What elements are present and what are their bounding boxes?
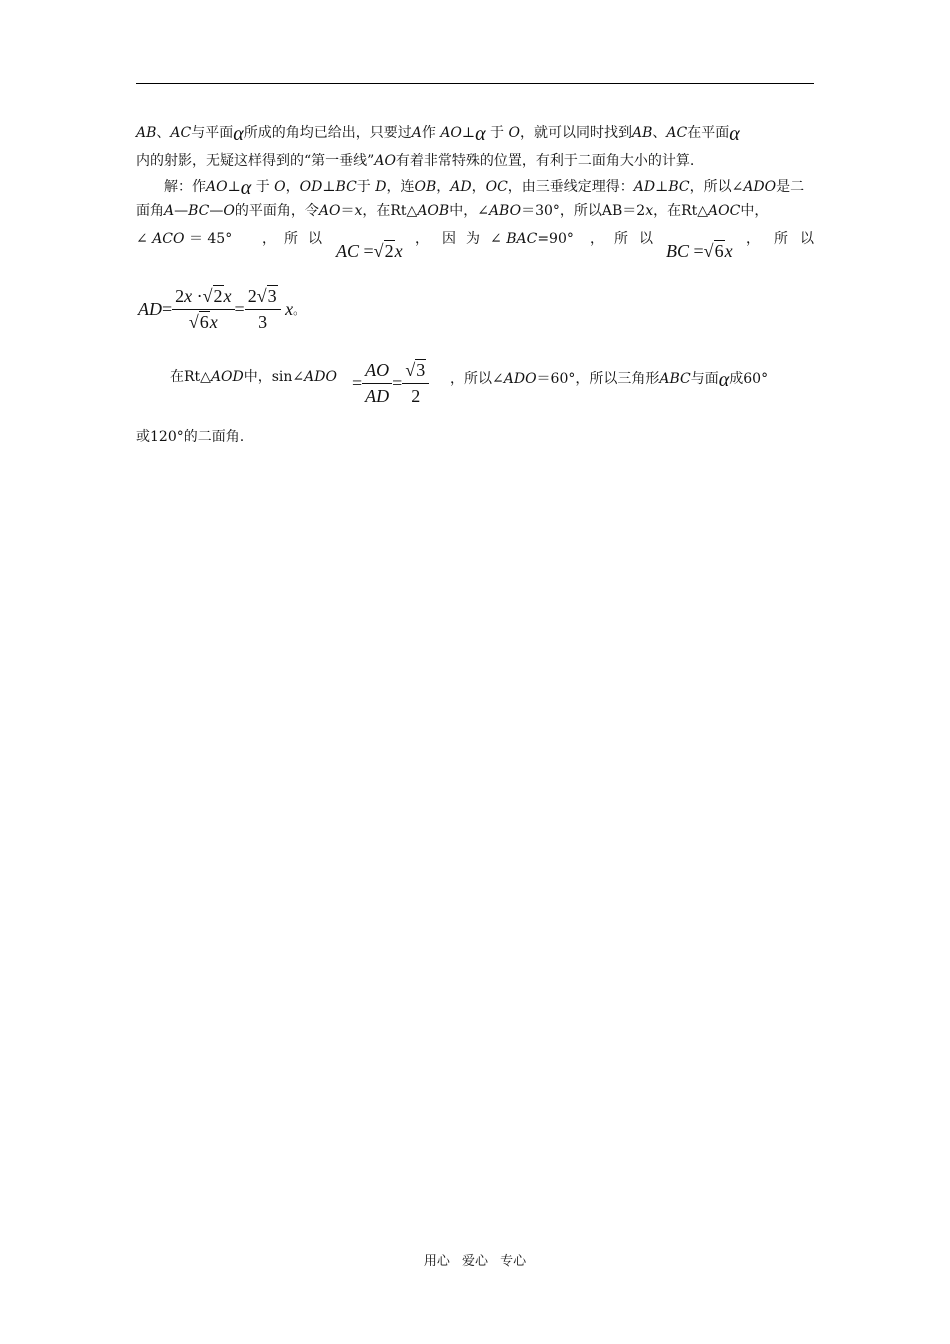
text: 3 (258, 312, 268, 332)
text: ，连 (386, 179, 415, 195)
fraction-1 (172, 286, 234, 333)
text: = (363, 241, 374, 261)
alpha-symbol: α (729, 123, 740, 145)
text: BC (666, 241, 690, 261)
text: 解：作 (164, 179, 206, 195)
header-rule (136, 83, 814, 84)
text: = (234, 299, 245, 319)
text: OC (485, 179, 508, 195)
text: ADO (503, 371, 537, 387)
footer-text: 爱心 (461, 1254, 488, 1269)
text: AOB (417, 203, 450, 219)
text: A (164, 203, 175, 219)
paragraph-line-4 (136, 200, 768, 222)
text: ， (436, 179, 451, 195)
text: OD (299, 179, 323, 195)
text: 因 (442, 231, 456, 247)
text: 3 (267, 286, 277, 306)
text: 与面 (690, 371, 719, 387)
text: 、 (156, 125, 171, 141)
text: AOC (708, 203, 741, 219)
text: ，就可以同时找到 (519, 125, 632, 141)
text: 所 (614, 231, 628, 247)
text: 中， (740, 203, 769, 219)
text: 以 (800, 231, 814, 247)
text: D (375, 179, 387, 195)
text: x (394, 241, 403, 261)
alpha-symbol: α (475, 123, 486, 145)
text: x (354, 203, 363, 219)
text: ， (590, 231, 604, 247)
text: ⊥ (227, 179, 241, 195)
text: ， (415, 231, 429, 247)
text: ＝ 45° (188, 231, 233, 247)
text: AD (365, 386, 390, 406)
text: 成60° (729, 371, 769, 387)
text: O (223, 203, 235, 219)
paragraph-line-7b (450, 366, 768, 390)
text: AO (374, 153, 396, 169)
text: x (209, 312, 218, 332)
formula-ad (138, 286, 305, 333)
text: AOD (210, 369, 244, 385)
text: 2 (411, 386, 421, 406)
paragraph-line-7 (170, 366, 337, 388)
text: 有着非常特殊的位置，有利于二面角大小的计算. (395, 153, 695, 169)
text: BC (188, 203, 210, 219)
text: ， (262, 231, 276, 247)
text: 或120°的二面角. (136, 429, 245, 445)
alpha-symbol: α (233, 123, 244, 145)
text: AC (170, 125, 192, 141)
text: ∠ (136, 231, 148, 247)
page-footer (0, 1250, 950, 1269)
text: 所 (284, 231, 298, 247)
text: AD (138, 299, 162, 319)
paragraph-line-8 (136, 426, 244, 448)
text: ＝60°，所以三角形 (536, 371, 660, 387)
text: = (352, 373, 363, 393)
text: 所成的角均已给出，只要过 (243, 125, 412, 141)
fraction-2 (245, 286, 281, 333)
text: = (162, 299, 173, 319)
fraction-sqrt3-2 (402, 360, 429, 407)
text: AO (318, 203, 341, 219)
text: 2 (384, 241, 394, 261)
text: 所 (774, 231, 788, 247)
text: ， (471, 179, 486, 195)
text: = (392, 373, 403, 393)
text: ADO (743, 179, 777, 195)
text: ， (746, 231, 760, 247)
text: 。 (293, 303, 306, 317)
text: x (184, 286, 193, 306)
text: 3 (416, 360, 426, 380)
text: 与平面 (191, 125, 234, 141)
text: BC (668, 179, 690, 195)
text: 中，sin∠ (243, 369, 305, 385)
text: AB (631, 125, 653, 141)
text: 于 (255, 179, 270, 195)
sqrt-symbol: √ (373, 241, 384, 261)
text: x (724, 241, 733, 261)
text: 6 (199, 312, 209, 332)
text: 2 (247, 286, 257, 306)
paragraph-line-3 (164, 174, 804, 198)
text: 在平面 (687, 125, 730, 141)
text: AC (336, 241, 360, 261)
text: — (209, 203, 224, 219)
text: ＝ (340, 203, 355, 219)
text: 在Rt△ (170, 369, 211, 385)
alpha-symbol: α (240, 177, 252, 199)
text: ，所以∠ (450, 371, 504, 387)
text: ，所以∠ (689, 179, 744, 195)
text: AC (666, 125, 688, 141)
text: = (693, 241, 704, 261)
text: x (223, 286, 232, 306)
text: ABO (488, 203, 522, 219)
text: ，由三垂线定理得： (507, 179, 634, 195)
text: ⊥ (461, 125, 476, 141)
text: AD (633, 179, 656, 195)
text: 以 (308, 231, 322, 247)
text: 于 (356, 179, 371, 195)
text: · (196, 286, 203, 306)
text: 面角 (136, 203, 164, 219)
text: 作 (421, 125, 436, 141)
text: ∠ (490, 231, 502, 247)
text: AO (440, 125, 462, 141)
text: AO (362, 360, 392, 384)
text: 于 (490, 125, 505, 141)
sqrt-symbol: √ (188, 312, 199, 332)
text: ABC (659, 371, 691, 387)
sqrt-symbol: √ (405, 360, 416, 380)
text: ⊥ (322, 179, 336, 195)
formula-sin (352, 360, 429, 407)
text: x (285, 299, 294, 319)
text: BAC (506, 231, 538, 247)
alpha-symbol: α (718, 369, 730, 391)
sqrt-symbol: √ (703, 241, 714, 261)
paragraph-line-2 (136, 150, 694, 172)
paragraph-line-1 (136, 120, 740, 144)
text: ACO (152, 231, 185, 247)
text: ， (285, 179, 300, 195)
text: 以 (639, 231, 653, 247)
text: 、 (652, 125, 667, 141)
footer-text: 专心 (500, 1254, 527, 1269)
formula-ac (336, 240, 403, 262)
text: 2 (175, 286, 185, 306)
text: AB (136, 125, 157, 141)
text: ，在Rt△ (362, 203, 418, 219)
text: O (274, 179, 286, 195)
text: 6 (714, 241, 724, 261)
text: — (174, 203, 189, 219)
text: 中，∠ (449, 203, 489, 219)
text: x (645, 203, 654, 219)
text: ADO (304, 369, 337, 385)
footer-text: 用心 (423, 1254, 450, 1269)
sqrt-symbol: √ (202, 286, 213, 306)
text: BC (335, 179, 357, 195)
sqrt-symbol: √ (256, 286, 267, 306)
text: AD (450, 179, 472, 195)
text: AO (206, 179, 228, 195)
text: 是二 (776, 179, 805, 195)
text: OB (414, 179, 437, 195)
text: A (411, 125, 422, 141)
text: ⊥ (655, 179, 669, 195)
text: 的平面角，令 (234, 203, 319, 219)
fraction-ao-ad (362, 360, 392, 407)
text: O (508, 125, 520, 141)
formula-bc (666, 240, 733, 262)
text: =90° (537, 231, 574, 247)
text: ，在Rt△ (653, 203, 709, 219)
text: 内的射影，无疑这样得到的“第一垂线” (136, 153, 375, 169)
text: ＝30°，所以AB＝2 (521, 203, 646, 219)
text: 为 (466, 231, 480, 247)
text: 2 (213, 286, 223, 306)
